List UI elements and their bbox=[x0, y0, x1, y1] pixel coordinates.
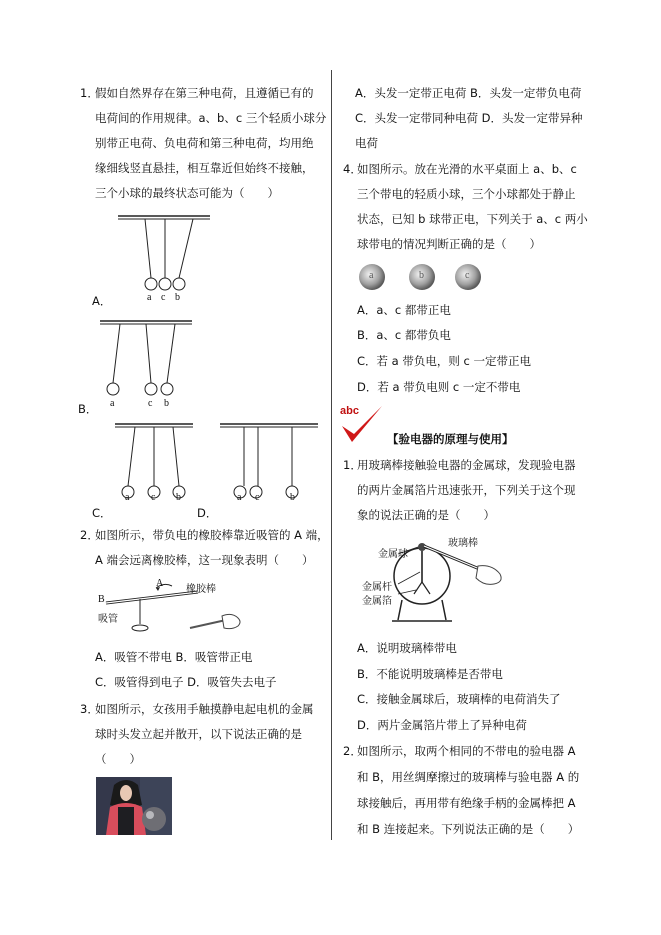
q1-option-b: B． bbox=[78, 402, 98, 416]
q3-line: 如图所示，女孩用手触摸静电起电机的金属 bbox=[95, 702, 314, 716]
q2-line: A 端会远离橡胶棒，这一现象表明（ ） bbox=[95, 553, 314, 567]
q3-options-row2: C．头发一定带同种电荷 D．头发一定带异种 bbox=[355, 111, 583, 125]
ball-label-c: c bbox=[161, 292, 166, 303]
s1-label-stem: 金属杆 bbox=[362, 582, 392, 593]
q4-option: C．若 a 带负电，则 c 一定带正电 bbox=[357, 354, 532, 368]
ball-label-c: c bbox=[255, 492, 260, 503]
q1-line: 三个小球的最终状态可能为（ ） bbox=[95, 186, 279, 200]
ball-label-a: a bbox=[125, 492, 130, 503]
q1-number: 1． bbox=[80, 86, 99, 100]
q1-option-a: A． bbox=[92, 294, 112, 308]
s1-option: A．说明玻璃棒带电 bbox=[357, 641, 457, 655]
q3-options-row1: A．头发一定带正电荷 B．头发一定带负电荷 bbox=[355, 86, 582, 100]
q4-ball-label: c bbox=[465, 270, 470, 281]
q1-line: 电荷间的作用规律。a、b、c 三个轻质小球分 bbox=[95, 111, 327, 125]
q4-line: 状态，已知 b 球带正电，下列关于 a、c 两小 bbox=[357, 212, 588, 226]
ball-label-c: c bbox=[151, 492, 156, 503]
q4-option: A．a、c 都带正电 bbox=[357, 303, 451, 317]
q1-figure-c bbox=[115, 420, 195, 502]
q4-option: B．a、c 都带负电 bbox=[357, 328, 451, 342]
q2-options-row1: A．吸管不带电 B．吸管带正电 bbox=[95, 650, 253, 664]
s1-label-ball: 金属球 bbox=[378, 549, 408, 560]
q1-figure-d bbox=[220, 420, 320, 502]
section-badge: abc bbox=[340, 405, 359, 417]
q2-label-a: A bbox=[156, 578, 164, 589]
q4-number: 4． bbox=[343, 162, 362, 176]
q3-line: （ ） bbox=[95, 752, 141, 766]
q4-ball-label: a bbox=[369, 270, 374, 281]
s2-line: 和 B 连接起来。下列说法正确的是（ ） bbox=[357, 822, 580, 836]
ball-label-c: c bbox=[148, 398, 153, 409]
s1-number: 1． bbox=[343, 458, 362, 472]
s2-line: 如图所示，取两个相同的不带电的验电器 A bbox=[357, 744, 576, 758]
q2-figure-straw bbox=[98, 576, 258, 638]
ball-label-b: b bbox=[164, 398, 169, 409]
s1-label-rod: 玻璃棒 bbox=[448, 538, 478, 549]
q3-line: 球时头发立起并散开，以下说法正确的是 bbox=[95, 727, 302, 741]
ball-label-b: b bbox=[175, 292, 180, 303]
q1-line: 别带正电荷、负电荷和第三种电荷，均用绝 bbox=[95, 136, 314, 150]
ball-label-a: a bbox=[237, 492, 242, 503]
s2-line: 球接触后，再用带有绝缘手柄的金属棒把 A bbox=[357, 796, 576, 810]
s1-line: 象的说法正确的是（ ） bbox=[357, 508, 495, 522]
s1-line: 的两片金属箔片迅速张开，下列关于这个现 bbox=[357, 483, 576, 497]
q4-line: 三个带电的轻质小球，三个小球都处于静止 bbox=[357, 187, 576, 201]
s1-option: C．接触金属球后，玻璃棒的电荷消失了 bbox=[357, 692, 561, 706]
q4-ball-label: b bbox=[419, 270, 424, 281]
q4-option: D．若 a 带负电则 c 一定不带电 bbox=[357, 380, 521, 394]
q2-label-b: B bbox=[98, 594, 105, 605]
q1-line: 缘细线竖直悬挂，相互靠近但始终不接触， bbox=[95, 161, 314, 175]
q3-options-row3: 电荷 bbox=[355, 136, 378, 150]
q1-figure-a bbox=[115, 212, 215, 292]
q4-line: 如图所示。放在光滑的水平桌面上 a、b、c bbox=[357, 162, 577, 176]
s1-line: 用玻璃棒接触验电器的金属球，发现验电器 bbox=[357, 458, 576, 472]
s1-label-foil: 金属箔 bbox=[362, 596, 392, 607]
column-divider bbox=[331, 70, 332, 840]
s1-option: B．不能说明玻璃棒是否带电 bbox=[357, 667, 503, 681]
s1-option: D．两片金属箔片带上了异种电荷 bbox=[357, 718, 527, 732]
q2-line: 如图所示，带负电的橡胶棒靠近吸管的 A 端， bbox=[95, 528, 329, 542]
q1-figure-b bbox=[100, 317, 200, 397]
q1-option-d: D． bbox=[197, 506, 218, 520]
q2-options-row2: C．吸管得到电子 D．吸管失去电子 bbox=[95, 675, 277, 689]
ball-label-a: a bbox=[147, 292, 152, 303]
q3-photo-girl bbox=[96, 777, 172, 835]
s2-number: 2． bbox=[343, 744, 362, 758]
q2-label-rod: 橡胶棒 bbox=[186, 584, 216, 595]
section-title: 【验电器的原理与使用】 bbox=[387, 432, 514, 446]
q2-number: 2． bbox=[80, 528, 99, 542]
q4-line: 球带电的情况判断正确的是（ ） bbox=[357, 237, 541, 251]
ball-label-b: b bbox=[290, 492, 295, 503]
q3-number: 3． bbox=[80, 702, 99, 716]
q1-line: 假如自然界存在第三种电荷，且遵循已有的 bbox=[95, 86, 314, 100]
s2-line: 和 B，用丝绸摩擦过的玻璃棒与验电器 A 的 bbox=[357, 770, 580, 784]
q1-option-c: C． bbox=[92, 506, 112, 520]
ball-label-b: b bbox=[176, 492, 181, 503]
q2-label-straw: 吸管 bbox=[98, 614, 118, 625]
ball-label-a: a bbox=[110, 398, 115, 409]
